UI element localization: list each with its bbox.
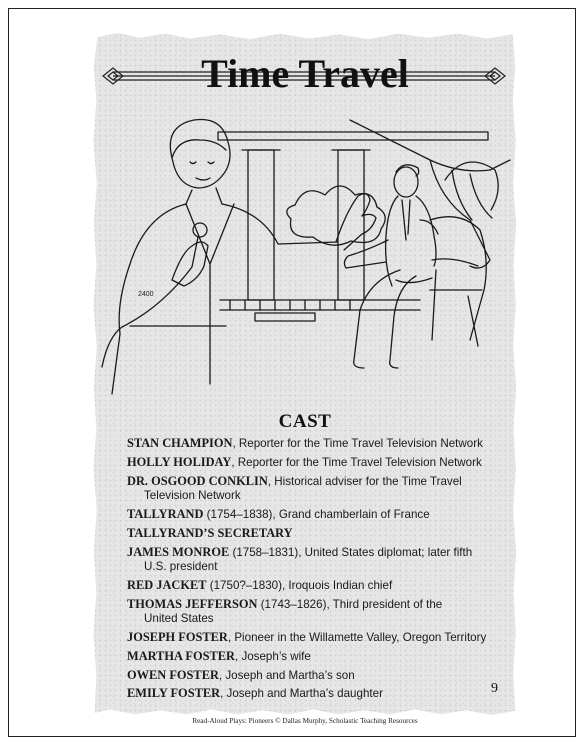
cast-heading: CAST: [278, 411, 332, 432]
cast-list: [127, 436, 502, 705]
cast-item: [127, 474, 502, 504]
cast-description: , Reporter for the Time Travel Television Network: [231, 455, 482, 469]
cast-description: , Historical adviser for the Time Travel: [267, 474, 462, 488]
cast-item: [127, 436, 502, 452]
woman-reporter: [102, 119, 376, 394]
cast-description-continued: U.S. president: [144, 560, 218, 574]
cast-item: [127, 630, 502, 646]
cast-description: , Joseph’s wife: [235, 649, 311, 663]
cast-name: RED JACKET: [127, 577, 207, 592]
curtain: [350, 120, 510, 268]
cast-description: , Joseph and Martha’s daughter: [220, 687, 383, 701]
cast-name: JAMES MONROE: [127, 544, 230, 559]
cast-item: [127, 597, 502, 627]
cast-name: DR. OSGOOD CONKLIN: [127, 473, 268, 488]
cast-item: [127, 455, 502, 471]
reporter-and-statesman-illustration: [100, 110, 512, 395]
cast-description: , Joseph and Martha’s son: [218, 668, 355, 682]
cast-item: [127, 686, 502, 702]
cast-item: [127, 507, 502, 523]
cast-name: STAN CHAMPION: [127, 436, 233, 450]
cast-description: , Pioneer in the Willamette Valley, Oregon Territory: [227, 631, 487, 645]
page-number: 9: [491, 681, 498, 696]
microphone-label: 2400: [138, 291, 154, 298]
cast-name: TALLYRAND’S SECRETARY: [127, 525, 293, 540]
stage-backdrop: [218, 132, 488, 321]
cast-item: [127, 668, 502, 684]
cast-name: TALLYRAND: [127, 506, 204, 521]
cast-name: THOMAS JEFFERSON: [127, 596, 258, 611]
cast-item: [127, 649, 502, 665]
cast-item: [127, 578, 502, 594]
cast-description: (1750?–1830), Iroquois Indian chief: [206, 578, 393, 592]
cast-name: HOLLY HOLIDAY: [127, 454, 232, 469]
page-title: Time Travel: [201, 51, 409, 96]
cast-description: (1758–1831), United States diplomat; later fifth: [229, 545, 473, 559]
cast-description-continued: Television Network: [144, 489, 241, 503]
cast-name: JOSEPH FOSTER: [127, 630, 228, 645]
cast-name: MARTHA FOSTER: [127, 648, 235, 663]
cast-name: OWEN FOSTER: [127, 667, 219, 682]
cast-description: , Reporter for the Time Travel Television Network: [232, 437, 483, 450]
cast-item: [127, 545, 502, 575]
cast-item: [127, 526, 502, 542]
footer-credit: Read-Aloud Plays: Pioneers © Dallas Murphy, Scholastic Teaching Resources: [192, 717, 418, 725]
cast-description-continued: United States: [144, 612, 214, 626]
cast-description: (1754–1838), Grand chamberlain of France: [203, 507, 430, 521]
cast-description: (1743–1826), Third president of the: [257, 597, 443, 611]
cast-name: EMILY FOSTER: [127, 686, 221, 701]
